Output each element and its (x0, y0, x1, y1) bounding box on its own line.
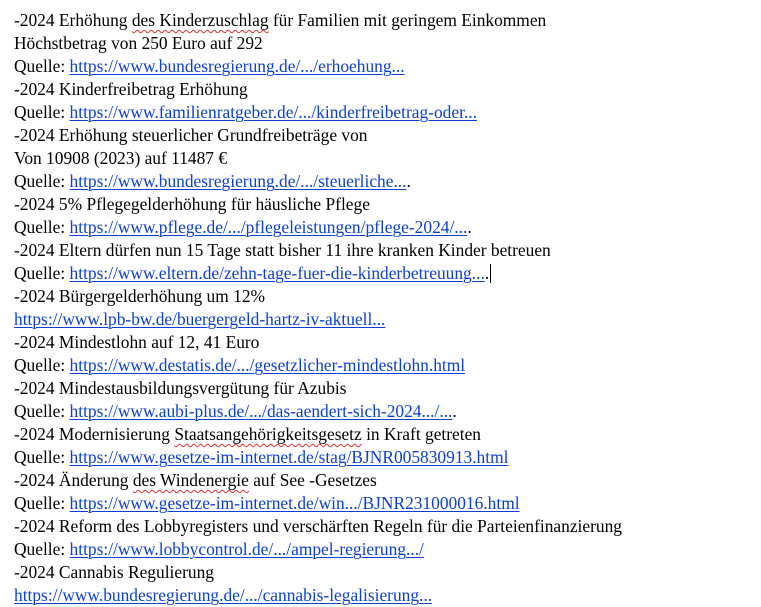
source-label: Quelle: (14, 263, 70, 283)
text-line (14, 147, 759, 170)
source-label: Quelle: (14, 171, 70, 191)
document-lines (14, 9, 759, 607)
source-label: Quelle: (14, 401, 70, 421)
source-link[interactable]: https://www.gesetze-im-internet.de/win.../BJNR231000016.html (69, 493, 520, 513)
text-line (14, 285, 759, 308)
text-line (14, 515, 759, 538)
text-segment: -2024 Eltern dürfen nun 15 Tage statt bisher 11 ihre kranken Kinder betreuen (14, 240, 551, 260)
text-segment: -2024 Änderung (14, 470, 133, 490)
source-line (14, 354, 759, 377)
text-line (14, 331, 759, 354)
text-segment: -2024 Reform des Lobbyregisters und verschärften Regeln für die Parteienfinanzierung (14, 516, 622, 536)
source-line (14, 101, 759, 124)
source-label: Quelle: (14, 539, 70, 559)
source-label: Quelle: (14, 56, 70, 76)
text-line (14, 469, 759, 492)
source-line (14, 216, 759, 239)
source-label: Quelle: (14, 355, 70, 375)
source-label: Quelle: (14, 102, 70, 122)
text-line (14, 377, 759, 400)
source-line (14, 446, 759, 469)
text-line (14, 9, 759, 32)
text-line (14, 423, 759, 446)
trailing-punctuation: . (406, 171, 411, 191)
source-label: Quelle: (14, 493, 70, 513)
text-line (14, 124, 759, 147)
text-segment: -2024 Bürgergelderhöhung um 12% (14, 286, 266, 306)
source-line (14, 584, 759, 607)
text-segment: -2024 Erhöhung (14, 10, 132, 30)
text-segment: -2024 5% Pflegegelderhöhung für häusliche Pflege (14, 194, 370, 214)
text-segment: -2024 Mindestausbildungsvergütung für Azubis (14, 378, 347, 398)
source-line (14, 55, 759, 78)
text-line (14, 193, 759, 216)
source-link[interactable]: https://www.gesetze-im-internet.de/stag/BJNR005830913.html (69, 447, 509, 467)
text-segment: -2024 Erhöhung steuerlicher Grundfreibeträge von (14, 125, 368, 145)
source-link[interactable]: https://www.eltern.de/zehn-tage-fuer-die-kinderbetreuung... (69, 263, 485, 283)
trailing-punctuation: . (484, 263, 490, 283)
text-segment: Von 10908 (2023) auf 11487 € (14, 148, 228, 168)
source-label: Quelle: (14, 217, 70, 237)
text-line (14, 239, 759, 262)
text-segment: für Familien mit geringem Einkommen (268, 10, 547, 30)
text-line (14, 32, 759, 55)
source-line (14, 308, 759, 331)
document-body (14, 9, 759, 607)
source-line (14, 538, 759, 561)
source-link[interactable]: https://www.familienratgeber.de/.../kinderfreibetrag-oder... (69, 102, 477, 122)
trailing-punctuation: . (452, 401, 457, 421)
source-line (14, 262, 759, 285)
spellcheck-flagged-text[interactable]: des Kinderzuschlag (131, 10, 269, 30)
source-label: Quelle: (14, 447, 70, 467)
text-segment: Höchstbetrag von 250 Euro auf 292 (14, 33, 263, 53)
source-link[interactable]: https://www.bundesregierung.de/.../cannabis-legalisierung... (14, 585, 433, 605)
source-line (14, 170, 759, 193)
text-segment: -2024 Kinderfreibetrag Erhöhung (14, 79, 248, 99)
source-link[interactable]: https://www.bundesregierung.de/.../erhoehung... (69, 56, 405, 76)
text-segment: -2024 Mindestlohn auf 12, 41 Euro (14, 332, 260, 352)
text-segment: in Kraft getreten (361, 424, 481, 444)
text-segment: -2024 Modernisierung (14, 424, 175, 444)
text-line (14, 561, 759, 584)
source-link[interactable]: https://www.pflege.de/.../pflegeleistungen/pflege-2024/... (69, 217, 468, 237)
text-segment: auf See -Gesetzes (248, 470, 377, 490)
text-cursor (490, 264, 491, 283)
trailing-punctuation: . (467, 217, 472, 237)
source-line (14, 492, 759, 515)
text-line (14, 78, 759, 101)
spellcheck-flagged-text[interactable]: des Windenergie (132, 470, 249, 490)
text-segment: -2024 Cannabis Regulierung (14, 562, 214, 582)
source-link[interactable]: https://www.lobbycontrol.de/.../ampel-regierung.../ (69, 539, 424, 559)
source-link[interactable]: https://www.bundesregierung.de/.../steuerliche... (69, 171, 407, 191)
spellcheck-flagged-text[interactable]: Staatsangehörigkeitsgesetz (174, 424, 362, 444)
source-link[interactable]: https://www.aubi-plus.de/.../das-aendert-sich-2024.../... (69, 401, 453, 421)
source-link[interactable]: https://www.destatis.de/.../gesetzlicher-mindestlohn.html (69, 355, 466, 375)
source-link[interactable]: https://www.lpb-bw.de/buergergeld-hartz-iv-aktuell... (14, 309, 386, 329)
source-line (14, 400, 759, 423)
